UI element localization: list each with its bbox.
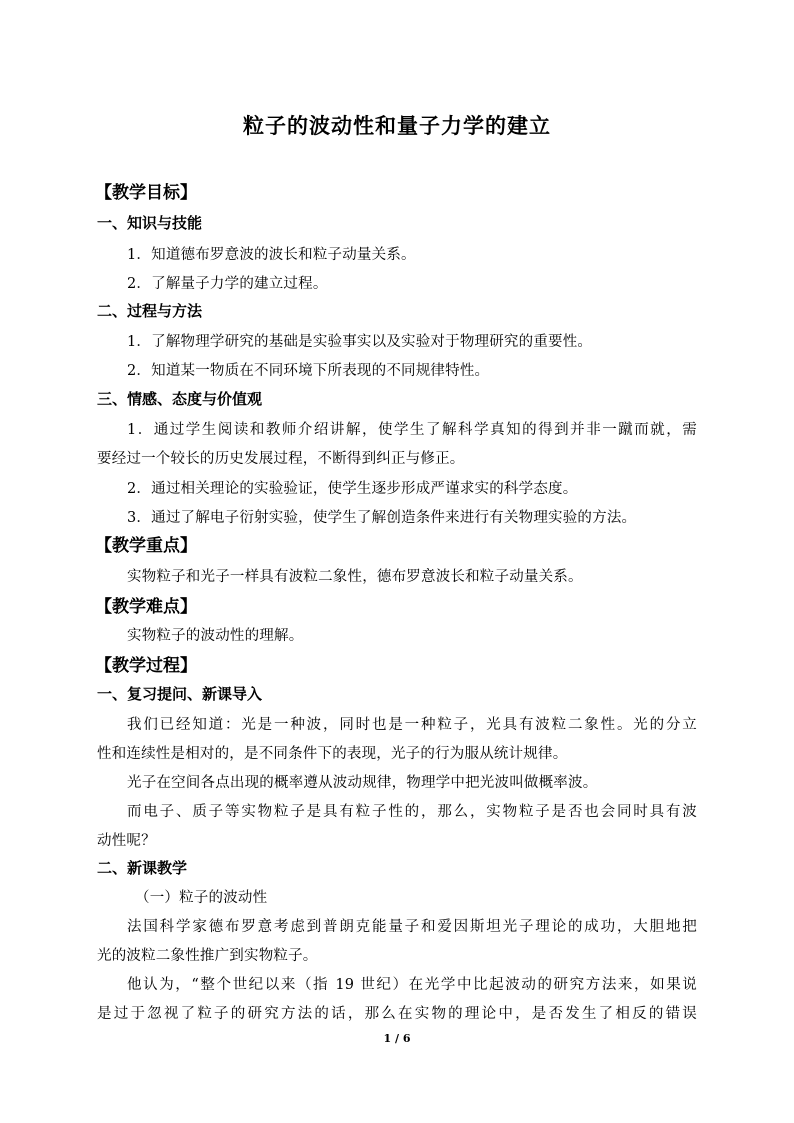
paragraph-continuation: 性和连续性是相对的，是不同条件下的表现，光子的行为服从统计规律。 [97,746,568,762]
paragraph: 他认为，“整个世纪以来（指 19 世纪）在光学中比起波动的研究方法来，如果说 [127,977,697,993]
paragraph: 实物粒子的波动性的理解。 [127,628,304,644]
heading-teaching-goals: 【教学目标】 [95,183,197,203]
paragraph: 光子在空间各点出现的概率遵从波动规律，物理学中把光波叫做概率波。 [127,775,598,791]
list-item: 3．通过了解电子衍射实验，使学生了解创造条件来进行有关物理实验的方法。 [127,510,637,526]
section-knowledge-skills: 一、知识与技能 [97,214,203,232]
list-item: 1．知道德布罗意波的波长和粒子动量关系。 [127,247,416,263]
heading-key-points: 【教学重点】 [95,536,197,556]
paragraph-continuation: 光的波粒二象性推广到实物粒子。 [97,948,318,964]
subsection-particle-wave: （一）粒子的波动性 [135,890,268,906]
section-new-lesson: 二、新课教学 [97,859,188,877]
paragraph-continuation: 是过于忽视了粒子的研究方法的话，那么在实物的理论中，是否发生了相反的错误 [97,1006,697,1022]
paragraph: 法国科学家德布罗意考虑到普朗克能量子和爱因斯坦光子理论的成功，大胆地把 [127,919,697,935]
heading-teaching-process: 【教学过程】 [95,656,197,676]
page-number: 1 / 6 [383,1032,411,1045]
list-item: 2．通过相关理论的实验验证，使学生逐步形成严谨求实的科学态度。 [127,481,578,497]
page-title: 粒子的波动性和量子力学的建立 [243,113,551,138]
section-process-method: 二、过程与方法 [97,302,203,320]
paragraph: 我们已经知道：光是一种波，同时也是一种粒子，光具有波粒二象性。光的分立 [127,717,697,733]
heading-difficulties: 【教学难点】 [95,597,197,617]
list-item: 2．了解量子力学的建立过程。 [127,276,328,292]
list-item: 1．通过学生阅读和教师介绍讲解，使学生了解科学真知的得到并非一蹴而就，需 [127,422,697,438]
paragraph-continuation: 动性呢？ [97,833,156,849]
paragraph: 而电子、质子等实物粒子是具有粒子性的，那么，实物粒子是否也会同时具有波 [127,804,697,820]
section-emotion-attitude: 三、情感、态度与价值观 [97,390,263,408]
list-item: 1．了解物理学研究的基础是实验事实以及实验对于物理研究的重要性。 [127,334,593,350]
section-review-intro: 一、复习提问、新课导入 [97,685,263,703]
paragraph: 实物粒子和光子一样具有波粒二象性，德布罗意波长和粒子动量关系。 [127,569,583,585]
paragraph-continuation: 要经过一个较长的历史发展过程，不断得到纠正与修正。 [97,451,465,467]
list-item: 2．知道某一物质在不同环境下所表现的不同规律特性。 [127,363,490,379]
